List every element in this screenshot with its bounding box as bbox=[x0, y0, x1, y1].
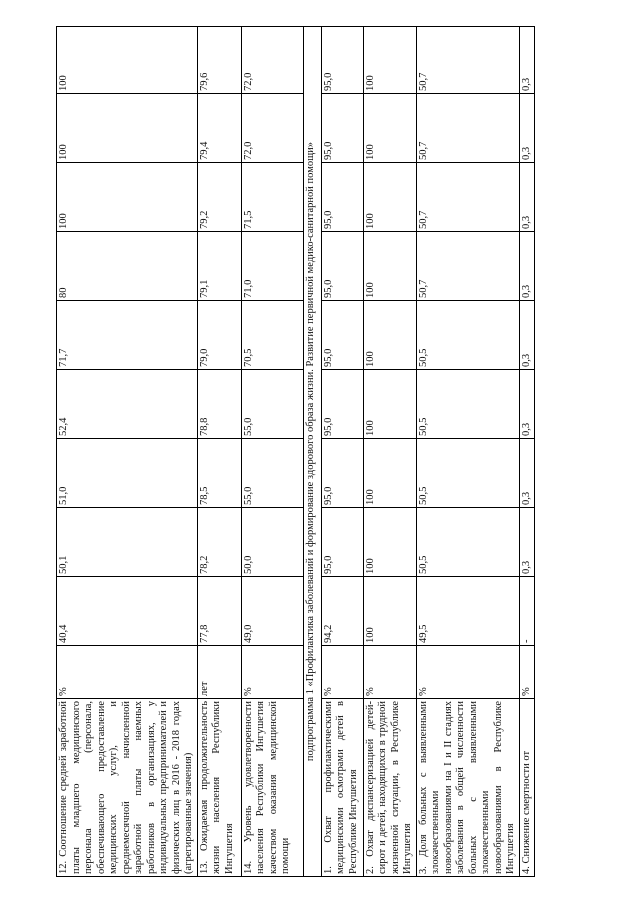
value-cell: 71,0 bbox=[241, 232, 303, 301]
table-row bbox=[241, 27, 303, 877]
value-cell: 78,2 bbox=[197, 508, 241, 577]
value-cell: 100 bbox=[363, 577, 416, 646]
value-cell: 78,8 bbox=[197, 370, 241, 439]
value-cell: 79,0 bbox=[197, 301, 241, 370]
indicator-name: 3. Доля больных с выявленными злокачественными новообразованиями на I и II стадиях заболевания в общей численности больных с выявленными злокачественными новообразованиями в Республике Ингушетия bbox=[416, 699, 519, 877]
value-cell: 55,0 bbox=[241, 439, 303, 508]
table-row bbox=[416, 27, 519, 877]
value-cell: 95,0 bbox=[321, 94, 363, 163]
unit-cell: % bbox=[321, 646, 363, 699]
value-cell: 77,8 bbox=[197, 577, 241, 646]
table-row bbox=[321, 27, 363, 877]
indicators-table bbox=[56, 26, 535, 877]
value-cell: 50,7 bbox=[416, 27, 519, 94]
unit-cell: лет bbox=[197, 646, 241, 699]
value-cell: 100 bbox=[363, 301, 416, 370]
value-cell: 50,5 bbox=[416, 301, 519, 370]
value-cell: 95,0 bbox=[321, 232, 363, 301]
unit-cell: % bbox=[241, 646, 303, 699]
unit-cell: % bbox=[363, 646, 416, 699]
value-cell: 72,0 bbox=[241, 94, 303, 163]
value-cell: 0,3 bbox=[519, 27, 535, 94]
value-cell: 70,5 bbox=[241, 301, 303, 370]
indicator-name: 4. Снижение смертности от bbox=[519, 699, 535, 877]
table-row bbox=[57, 27, 198, 877]
value-cell: 71,7 bbox=[57, 301, 198, 370]
value-cell: 50,7 bbox=[416, 232, 519, 301]
value-cell: 0,3 bbox=[519, 163, 535, 232]
value-cell: 79,6 bbox=[197, 27, 241, 94]
value-cell: 80 bbox=[57, 232, 198, 301]
value-cell: 55,0 bbox=[241, 370, 303, 439]
value-cell: 95,0 bbox=[321, 508, 363, 577]
value-cell: 79,2 bbox=[197, 163, 241, 232]
value-cell: 100 bbox=[363, 27, 416, 94]
table-row bbox=[519, 27, 535, 877]
indicator-name: 1. Охват профилактическими медицинскими осмотрами детей в Республике Ингушетия bbox=[321, 699, 363, 877]
value-cell: 100 bbox=[57, 27, 198, 94]
table-row bbox=[363, 27, 416, 877]
indicator-name: 2. Охват диспансеризацией детей-сирот и детей, находящихся в трудной жизненной ситуации, в Республике Ингушетия bbox=[363, 699, 416, 877]
unit-cell: % bbox=[416, 646, 519, 699]
indicator-name: 13. Ожидаемая продолжительность жизни населения Республики Ингушетия bbox=[197, 699, 241, 877]
value-cell: 49,5 bbox=[416, 577, 519, 646]
value-cell: 0,3 bbox=[519, 370, 535, 439]
subprogram-title: подпрограмма 1 «Профилактика заболеваний и формирование здорового образа жизни. Развитие первичной медико-санитарной помощи» bbox=[303, 27, 321, 877]
value-cell: 100 bbox=[363, 439, 416, 508]
value-cell: - bbox=[519, 577, 535, 646]
unit-cell: % bbox=[519, 646, 535, 699]
value-cell: 95,0 bbox=[321, 163, 363, 232]
value-cell: 50,7 bbox=[416, 163, 519, 232]
value-cell: 50,5 bbox=[416, 439, 519, 508]
value-cell: 79,4 bbox=[197, 94, 241, 163]
value-cell: 100 bbox=[363, 508, 416, 577]
unit-cell: % bbox=[57, 646, 198, 699]
value-cell: 40,4 bbox=[57, 577, 198, 646]
value-cell: 71,5 bbox=[241, 163, 303, 232]
value-cell: 49,0 bbox=[241, 577, 303, 646]
value-cell: 0,3 bbox=[519, 301, 535, 370]
value-cell: 0,3 bbox=[519, 439, 535, 508]
value-cell: 95,0 bbox=[321, 27, 363, 94]
value-cell: 95,0 bbox=[321, 370, 363, 439]
value-cell: 50,5 bbox=[416, 370, 519, 439]
value-cell: 95,0 bbox=[321, 439, 363, 508]
value-cell: 0,3 bbox=[519, 94, 535, 163]
value-cell: 100 bbox=[57, 94, 198, 163]
indicator-name: 14. Уровень удовлетворенности населения Республики Ингушетия качеством оказания медицинской помощи bbox=[241, 699, 303, 877]
subprogram-header-row bbox=[303, 27, 321, 877]
value-cell: 100 bbox=[363, 370, 416, 439]
value-cell: 100 bbox=[363, 94, 416, 163]
value-cell: 0,3 bbox=[519, 232, 535, 301]
value-cell: 100 bbox=[363, 232, 416, 301]
value-cell: 95,0 bbox=[321, 301, 363, 370]
value-cell: 50,0 bbox=[241, 508, 303, 577]
table-row bbox=[197, 27, 241, 877]
value-cell: 100 bbox=[363, 163, 416, 232]
value-cell: 50,7 bbox=[416, 94, 519, 163]
value-cell: 52,4 bbox=[57, 370, 198, 439]
value-cell: 94,2 bbox=[321, 577, 363, 646]
rotated-table-container bbox=[56, 27, 584, 877]
value-cell: 100 bbox=[57, 163, 198, 232]
indicator-name: 12. Соотношение средней заработной платы младшего медицинского персонала (персонала, обеспечивающего предоставление медицинских услуг), и среднемесячной начисленной заработной платы наемных работников в организациях, у индивидуальных предпринимателей и физических лиц в 2016 - 2018 годах (агрегированные значения) bbox=[57, 699, 198, 877]
value-cell: 50,1 bbox=[57, 508, 198, 577]
value-cell: 79,1 bbox=[197, 232, 241, 301]
value-cell: 50,5 bbox=[416, 508, 519, 577]
value-cell: 72,0 bbox=[241, 27, 303, 94]
value-cell: 51,0 bbox=[57, 439, 198, 508]
value-cell: 0,3 bbox=[519, 508, 535, 577]
value-cell: 78,5 bbox=[197, 439, 241, 508]
